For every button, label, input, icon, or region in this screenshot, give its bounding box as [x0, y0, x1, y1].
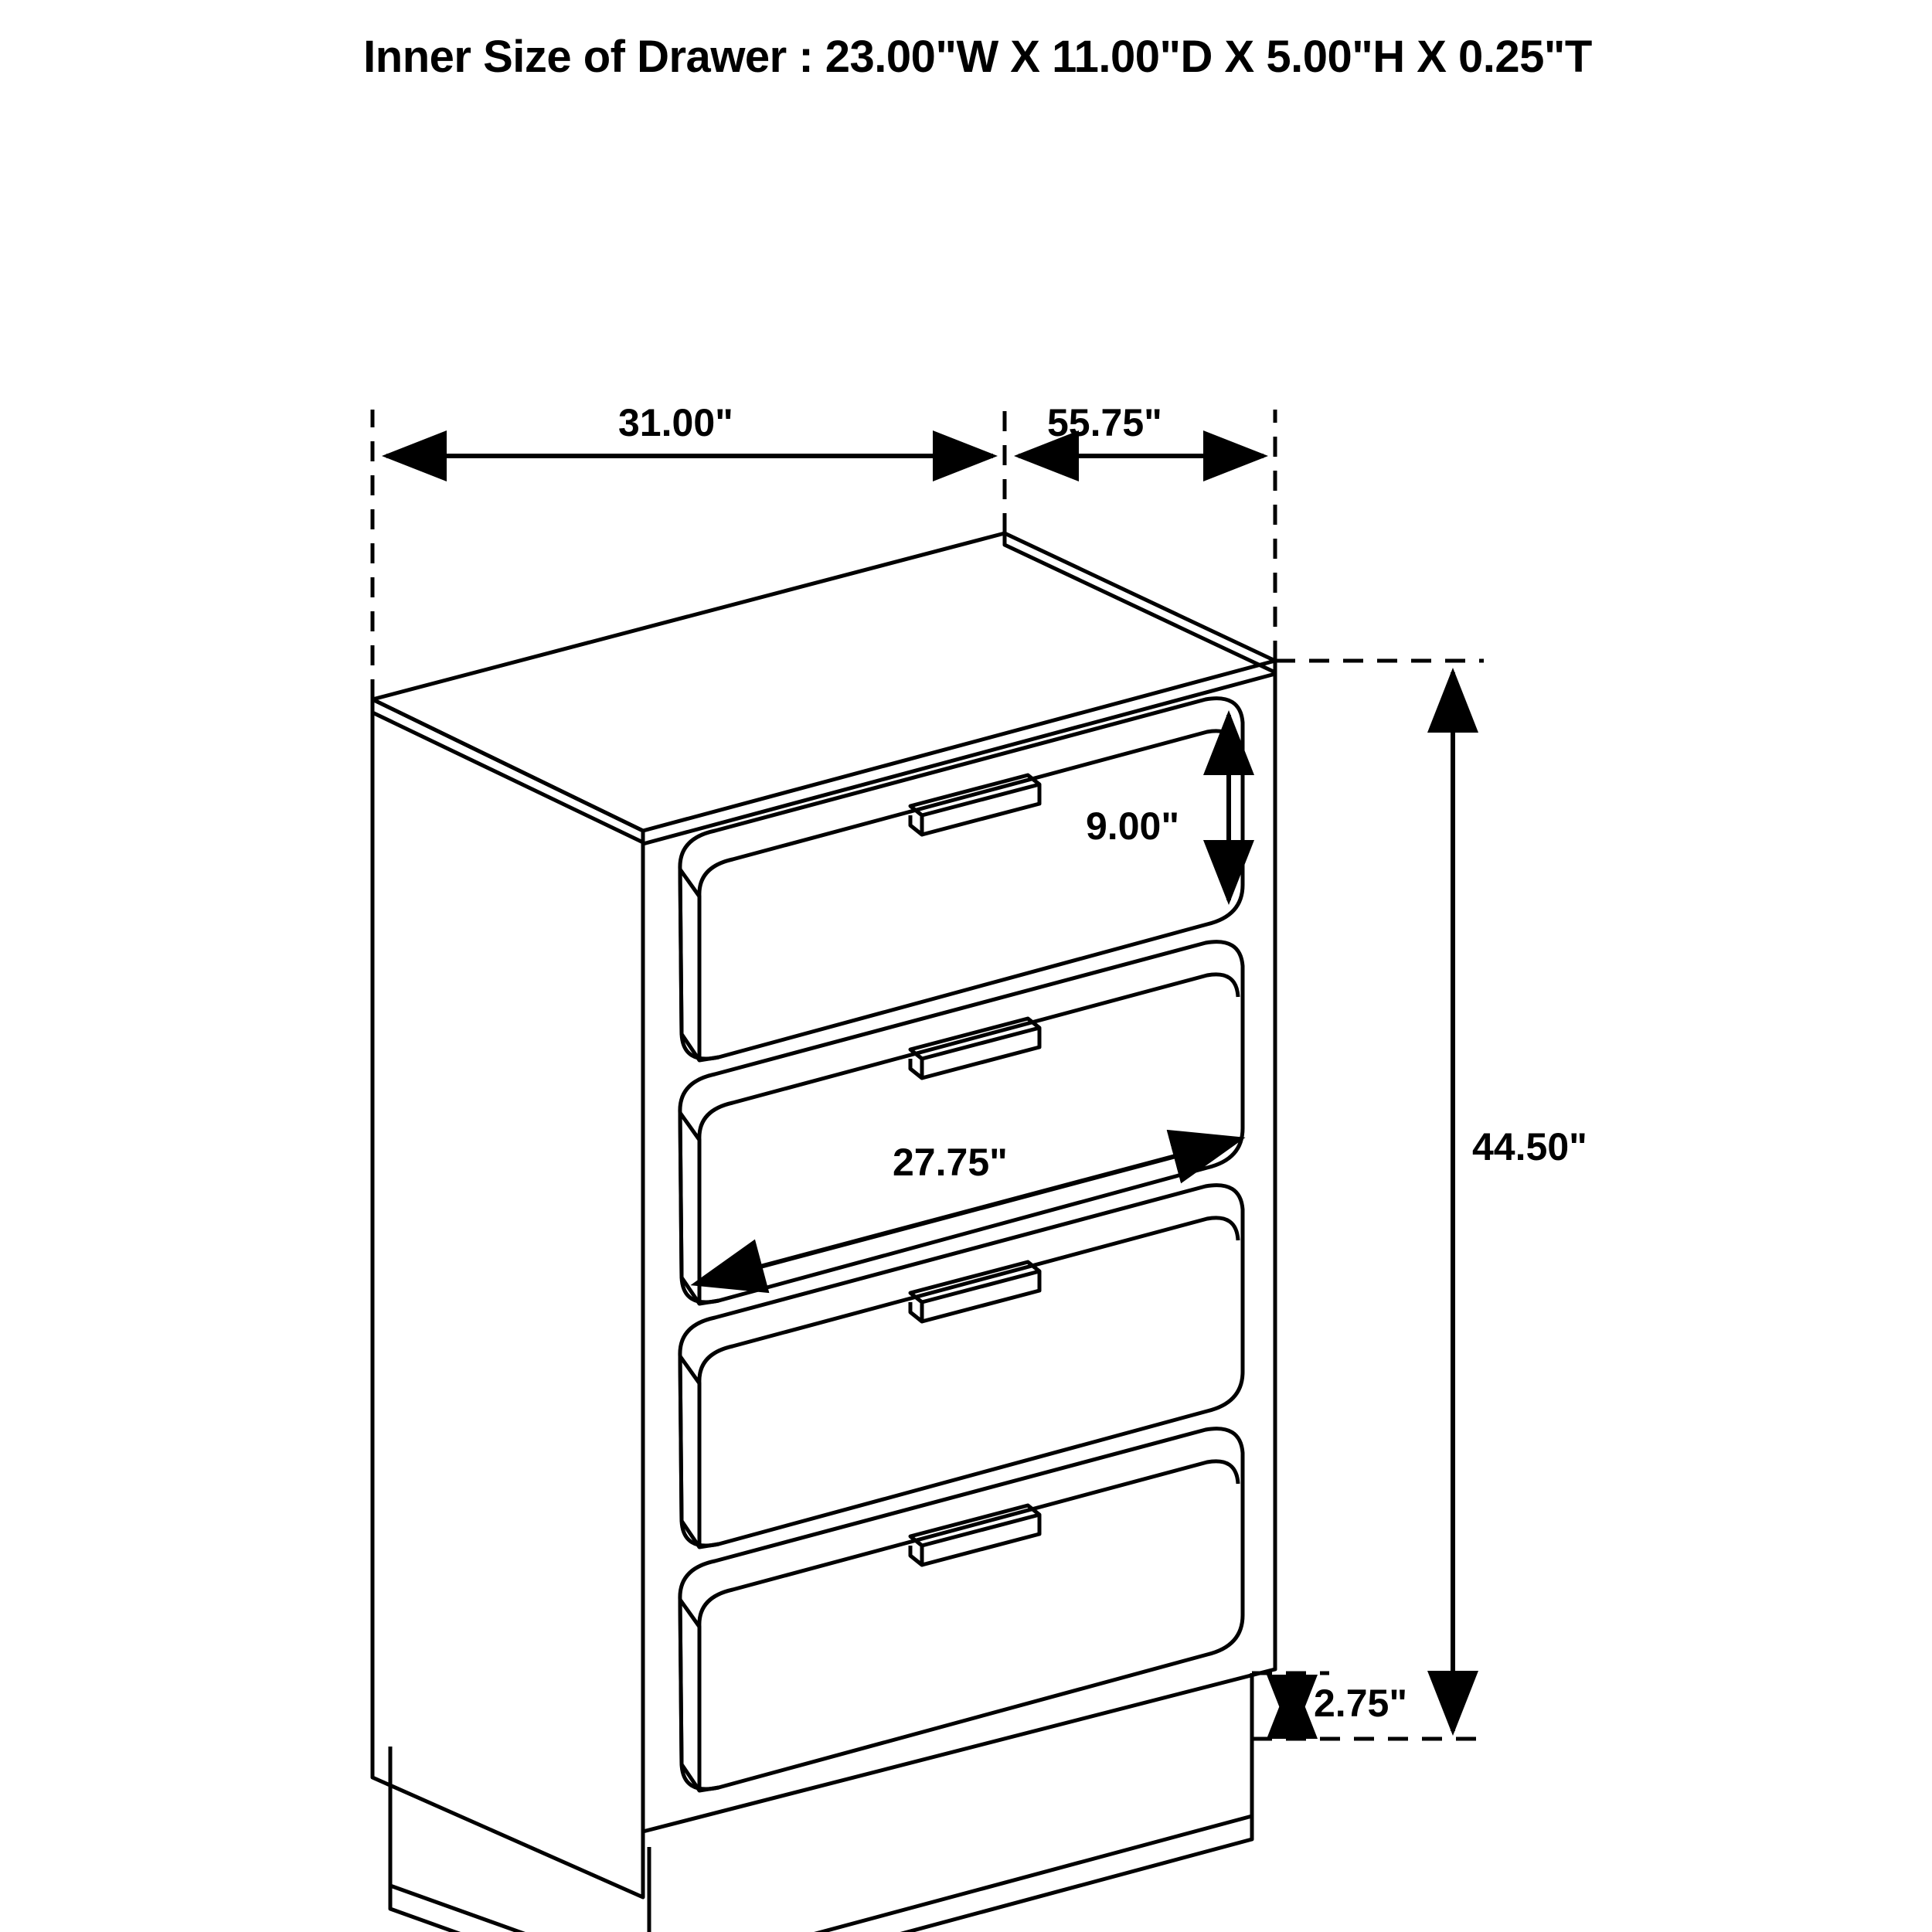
drawer-panels — [680, 699, 1243, 1791]
dim-depth-top: 31.00" — [618, 401, 733, 444]
dim-base-height: 2.75" — [1314, 1682, 1408, 1725]
page-title: Inner Size of Drawer : 23.00"W X 11.00"D X 5.00"H X 0.25"T — [363, 32, 1592, 82]
cabinet-body — [372, 533, 1275, 1932]
dim-width-top: 55.75" — [1047, 401, 1162, 444]
dim-total-height: 44.50" — [1472, 1125, 1587, 1168]
dim-drawer-front-width: 27.75" — [893, 1141, 1008, 1184]
dim-drawer-height: 9.00" — [1086, 804, 1180, 848]
extension-lines — [372, 410, 1484, 1739]
